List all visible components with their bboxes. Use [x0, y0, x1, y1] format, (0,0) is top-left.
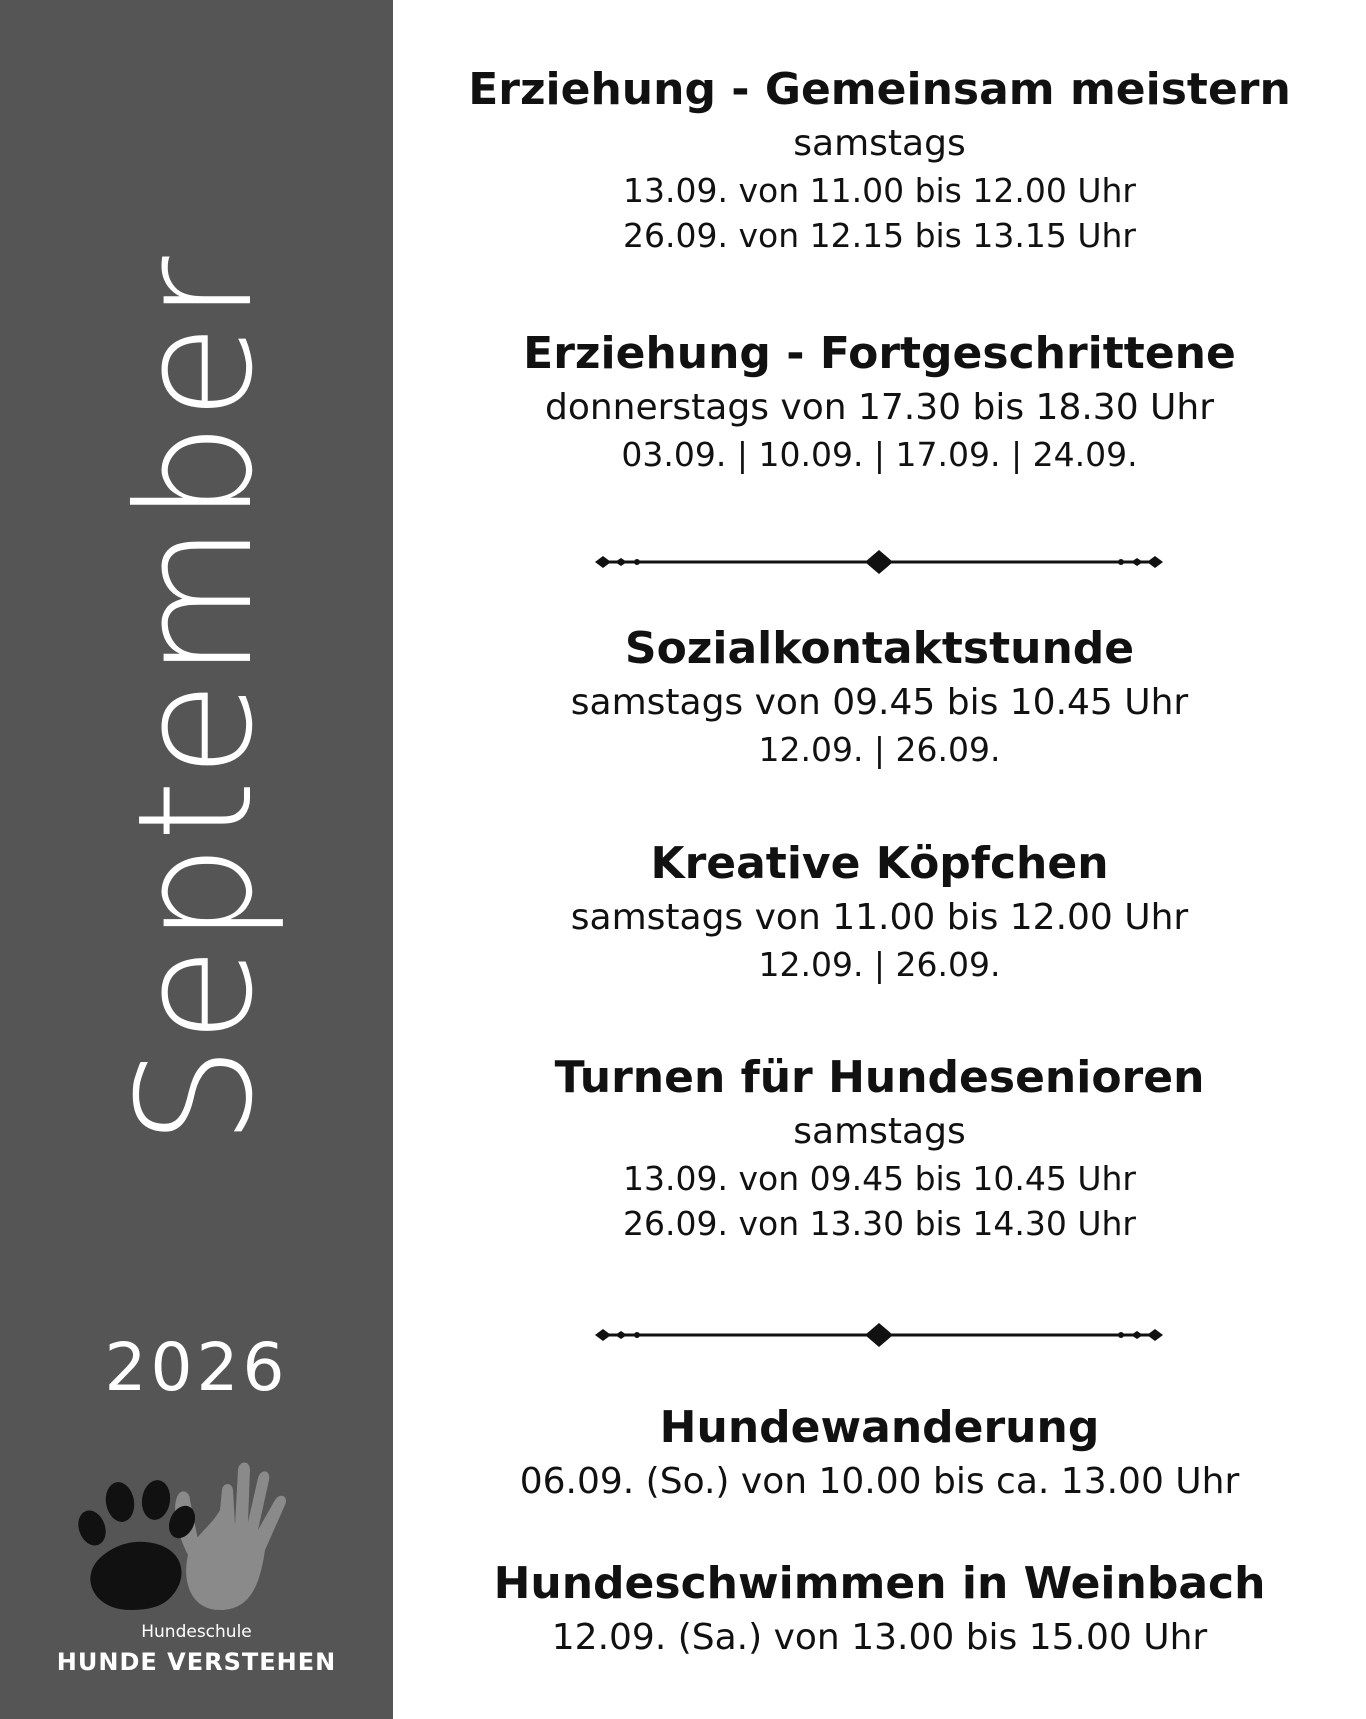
event-line: donnerstags von 17.30 bis 18.30 Uhr [544, 387, 1215, 428]
logo-name: HUNDE VERSTEHEN [56, 1648, 337, 1676]
event-line: 13.09. von 11.00 bis 12.00 Uhr [623, 171, 1136, 210]
event-line: 06.09. (So.) von 10.00 bis ca. 13.00 Uhr [519, 1461, 1240, 1502]
year-label: 2026 [104, 1329, 289, 1406]
sidebar [0, 0, 393, 1719]
event-line: 03.09. | 10.09. | 17.09. | 24.09. [621, 435, 1138, 474]
event-turnen-hundesenioren [393, 1052, 1366, 1243]
event-title: Hundeschwimmen in Weinbach [493, 1558, 1266, 1609]
ornament-divider [593, 547, 1165, 577]
event-title: Sozialkontaktstunde [624, 623, 1135, 674]
event-line: 26.09. von 13.30 bis 14.30 Uhr [623, 1204, 1136, 1243]
event-title: Erziehung - Gemeinsam meistern [468, 64, 1291, 115]
event-line: 12.09. | 26.09. [758, 945, 1001, 984]
event-line: 13.09. von 09.45 bis 10.45 Uhr [623, 1159, 1136, 1198]
event-title: Erziehung - Fortgeschrittene [523, 328, 1236, 379]
event-title: Hundewanderung [659, 1402, 1100, 1453]
paw-and-hand-print-icon [70, 1450, 320, 1620]
event-erziehung-gemeinsam [393, 64, 1366, 255]
event-line: 12.09. (Sa.) von 13.00 bis 15.00 Uhr [551, 1617, 1208, 1658]
event-line: samstags von 11.00 bis 12.00 Uhr [570, 897, 1189, 938]
event-kreative-koepfchen [393, 838, 1366, 984]
event-line: samstags von 09.45 bis 10.45 Uhr [570, 682, 1189, 723]
event-title: Turnen für Hundesenioren [554, 1052, 1205, 1103]
event-line: samstags [793, 123, 966, 164]
schedule [393, 0, 1366, 1719]
month-title: September [104, 254, 288, 1146]
event-line: 12.09. | 26.09. [758, 730, 1001, 769]
ornament-divider [593, 1320, 1165, 1350]
event-hundewanderung [393, 1402, 1366, 1502]
logo-subtitle: Hundeschule [141, 1622, 252, 1642]
event-title: Kreative Köpfchen [650, 838, 1109, 889]
event-sozialkontaktstunde [393, 623, 1366, 769]
event-line: samstags [793, 1111, 966, 1152]
event-line: 26.09. von 12.15 bis 13.15 Uhr [623, 216, 1136, 255]
event-hundeschwimmen [393, 1558, 1366, 1658]
event-erziehung-fortgeschrittene [393, 328, 1366, 474]
